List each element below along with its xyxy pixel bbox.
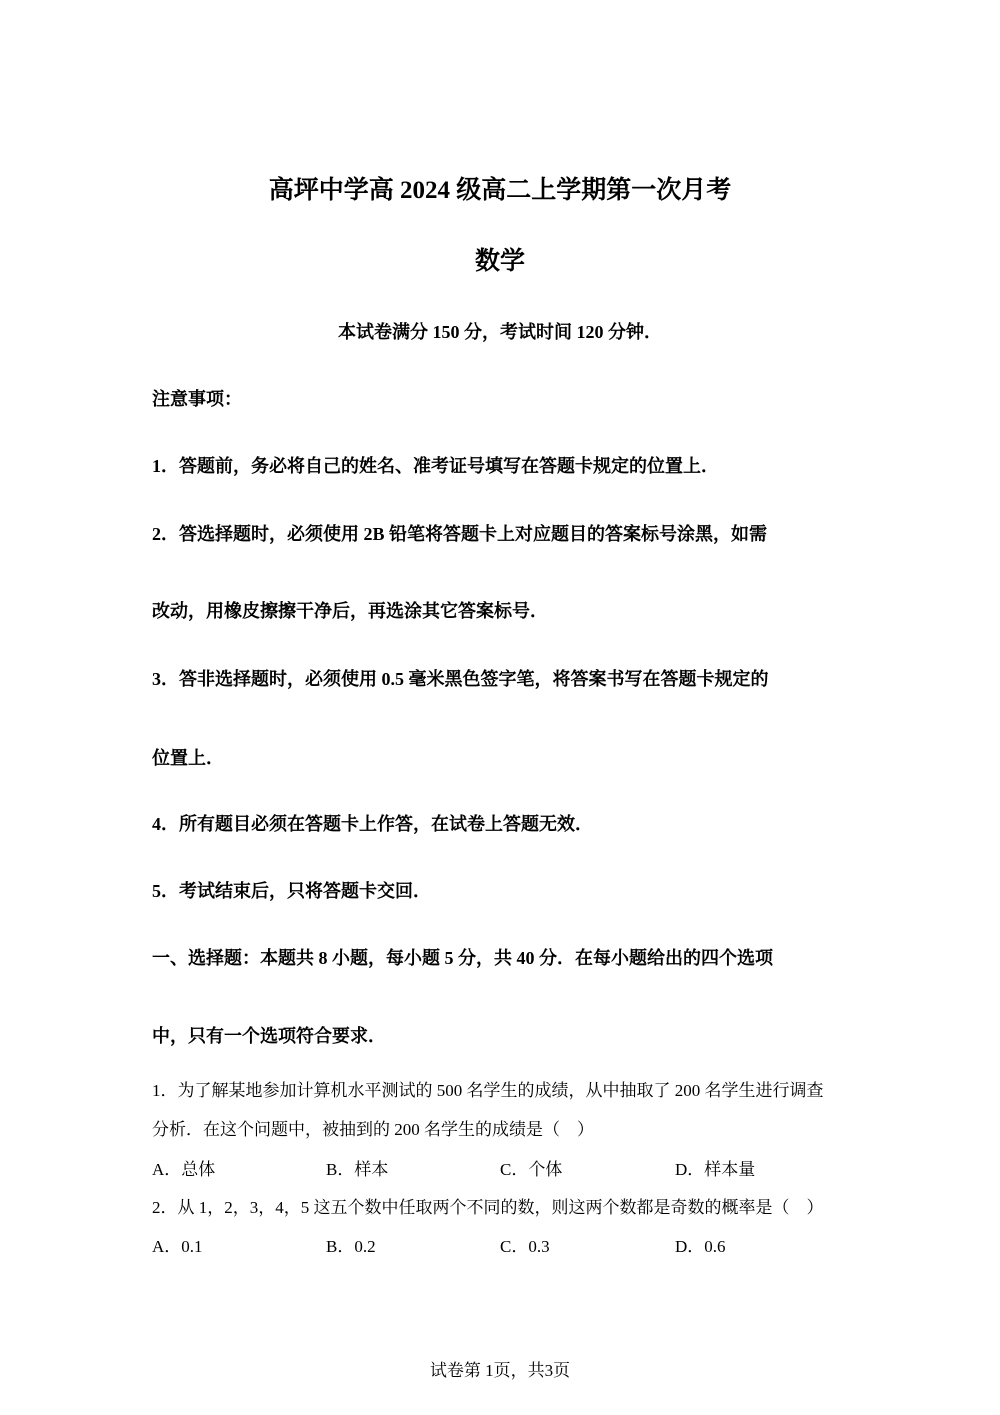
note-item-2-line-1: 2．答选择题时，必须使用 2B 铅笔将答题卡上对应题目的答案标号涂黑，如需: [152, 524, 768, 544]
question-2-option-b: B．0.2: [326, 1237, 376, 1256]
note-item-5: 5．考试结束后，只将答题卡交回．: [152, 881, 431, 901]
exam-info: 本试卷满分 150 分，考试时间 120 分钟．: [338, 322, 662, 342]
note-item-2-line-2: 改动，用橡皮擦擦干净后，再选涂其它答案标号．: [152, 601, 548, 621]
section-heading-line-1: 一、选择题：本题共 8 小题，每小题 5 分，共 40 分．在每小题给出的四个选项: [152, 948, 773, 968]
question-1-option-d: D．样本量: [675, 1160, 756, 1179]
question-1-option-c: C．个体: [500, 1160, 563, 1179]
question-1-option-b: B．样本: [326, 1160, 389, 1179]
notes-heading: 注意事项：: [152, 389, 242, 409]
subject-title: 数学: [474, 248, 525, 275]
question-1-stem-line-1: 1．为了解某地参加计算机水平测试的 500 名学生的成绩，从中抽取了 200 名学生进行调查: [152, 1081, 824, 1100]
note-item-3-line-2: 位置上．: [152, 748, 224, 768]
page-footer: 试卷第 1页，共3页: [429, 1361, 571, 1380]
exam-title: 高坪中学高 2024 级高二上学期第一次月考: [268, 177, 732, 204]
note-item-4: 4．所有题目必须在答题卡上作答，在试卷上答题无效．: [152, 814, 593, 834]
question-2-stem: 2．从 1，2，3，4，5 这五个数中任取两个不同的数，则这两个数都是奇数的概率是（ ）: [152, 1198, 824, 1217]
note-item-1: 1．答题前，务必将自己的姓名、准考证号填写在答题卡规定的位置上．: [152, 456, 719, 476]
question-2-option-c: C．0.3: [500, 1237, 550, 1256]
question-1-option-a: A．总体: [152, 1160, 216, 1179]
section-heading-line-2: 中，只有一个选项符合要求．: [152, 1026, 386, 1046]
question-2-option-a: A．0.1: [152, 1237, 203, 1256]
note-item-3-line-1: 3．答非选择题时，必须使用 0.5 毫米黑色签字笔，将答案书写在答题卡规定的: [152, 669, 769, 689]
question-2-option-d: D．0.6: [675, 1237, 726, 1256]
question-1-stem-line-2: 分析．在这个问题中，被抽到的 200 名学生的成绩是（ ）: [152, 1120, 594, 1139]
